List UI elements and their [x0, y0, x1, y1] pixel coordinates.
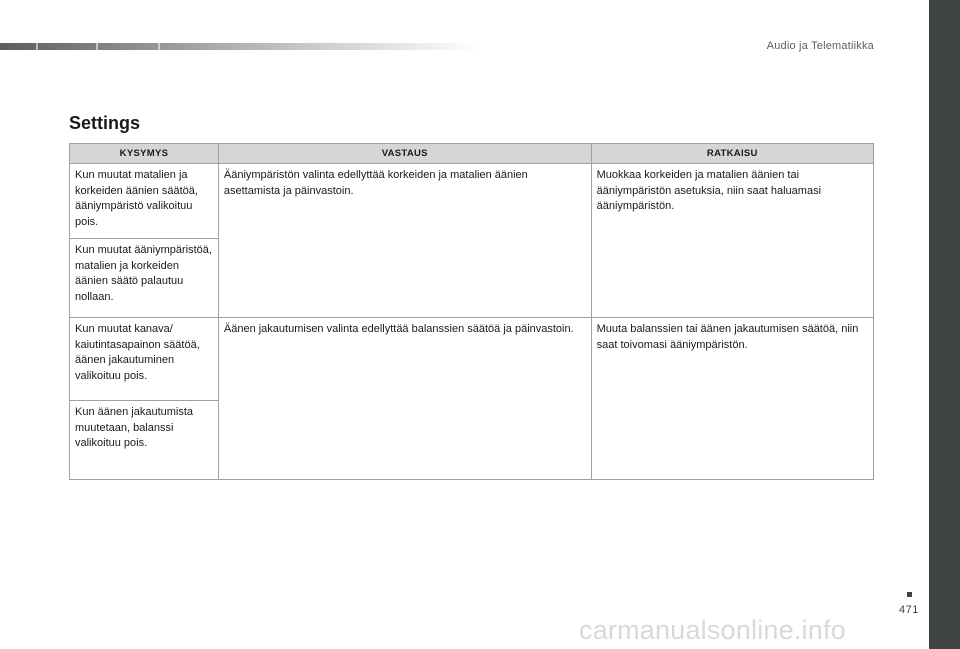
header-gradient-bar	[0, 43, 480, 50]
question-cell: Kun muutat kanava/ kaiutintasapainon säätöä, äänen jakautuminen valikoituu pois.	[70, 318, 219, 401]
watermark-text: carmanualsonline.info	[579, 615, 846, 645]
bar-segment	[36, 43, 38, 50]
table-header-row	[70, 144, 874, 164]
question-cell: Kun muutat matalien ja korkeiden äänien säätöä, ääniympäristö valikoituu pois.	[70, 164, 219, 239]
column-header-answer: VASTAUS	[218, 144, 591, 164]
page-marker-square	[907, 592, 912, 597]
section-header: Audio ja Telematiikka	[766, 40, 874, 52]
page-title: Settings	[69, 113, 141, 133]
bar-segment	[158, 43, 160, 50]
bar-segment	[96, 43, 98, 50]
troubleshooting-table	[69, 143, 874, 480]
table-row	[70, 164, 874, 239]
answer-cell: Äänen jakautumisen valinta edellyttää balanssien säätöä ja päinvastoin.	[218, 318, 591, 480]
column-header-solution: RATKAISU	[591, 144, 873, 164]
question-cell: Kun muutat ääniympäristöä, matalien ja korkeiden äänien säätö palautuu nollaan.	[70, 239, 219, 318]
answer-cell: Ääniympäristön valinta edellyttää korkeiden ja matalien äänien asettamista ja päinvastoin.	[218, 164, 591, 318]
page-number: 471	[899, 604, 919, 616]
solution-cell: Muokkaa korkeiden ja matalien äänien tai ääniympäristön asetuksia, niin saat haluamasi ääniympäristön.	[591, 164, 873, 318]
solution-cell: Muuta balanssien tai äänen jakautumisen säätöä, niin saat toivomasi ääniympäristön.	[591, 318, 873, 480]
table-row	[70, 318, 874, 401]
column-header-question: KYSYMYS	[70, 144, 219, 164]
chapter-tab-strip	[929, 0, 960, 649]
question-cell: Kun äänen jakautumista muutetaan, balanssi valikoituu pois.	[70, 401, 219, 480]
